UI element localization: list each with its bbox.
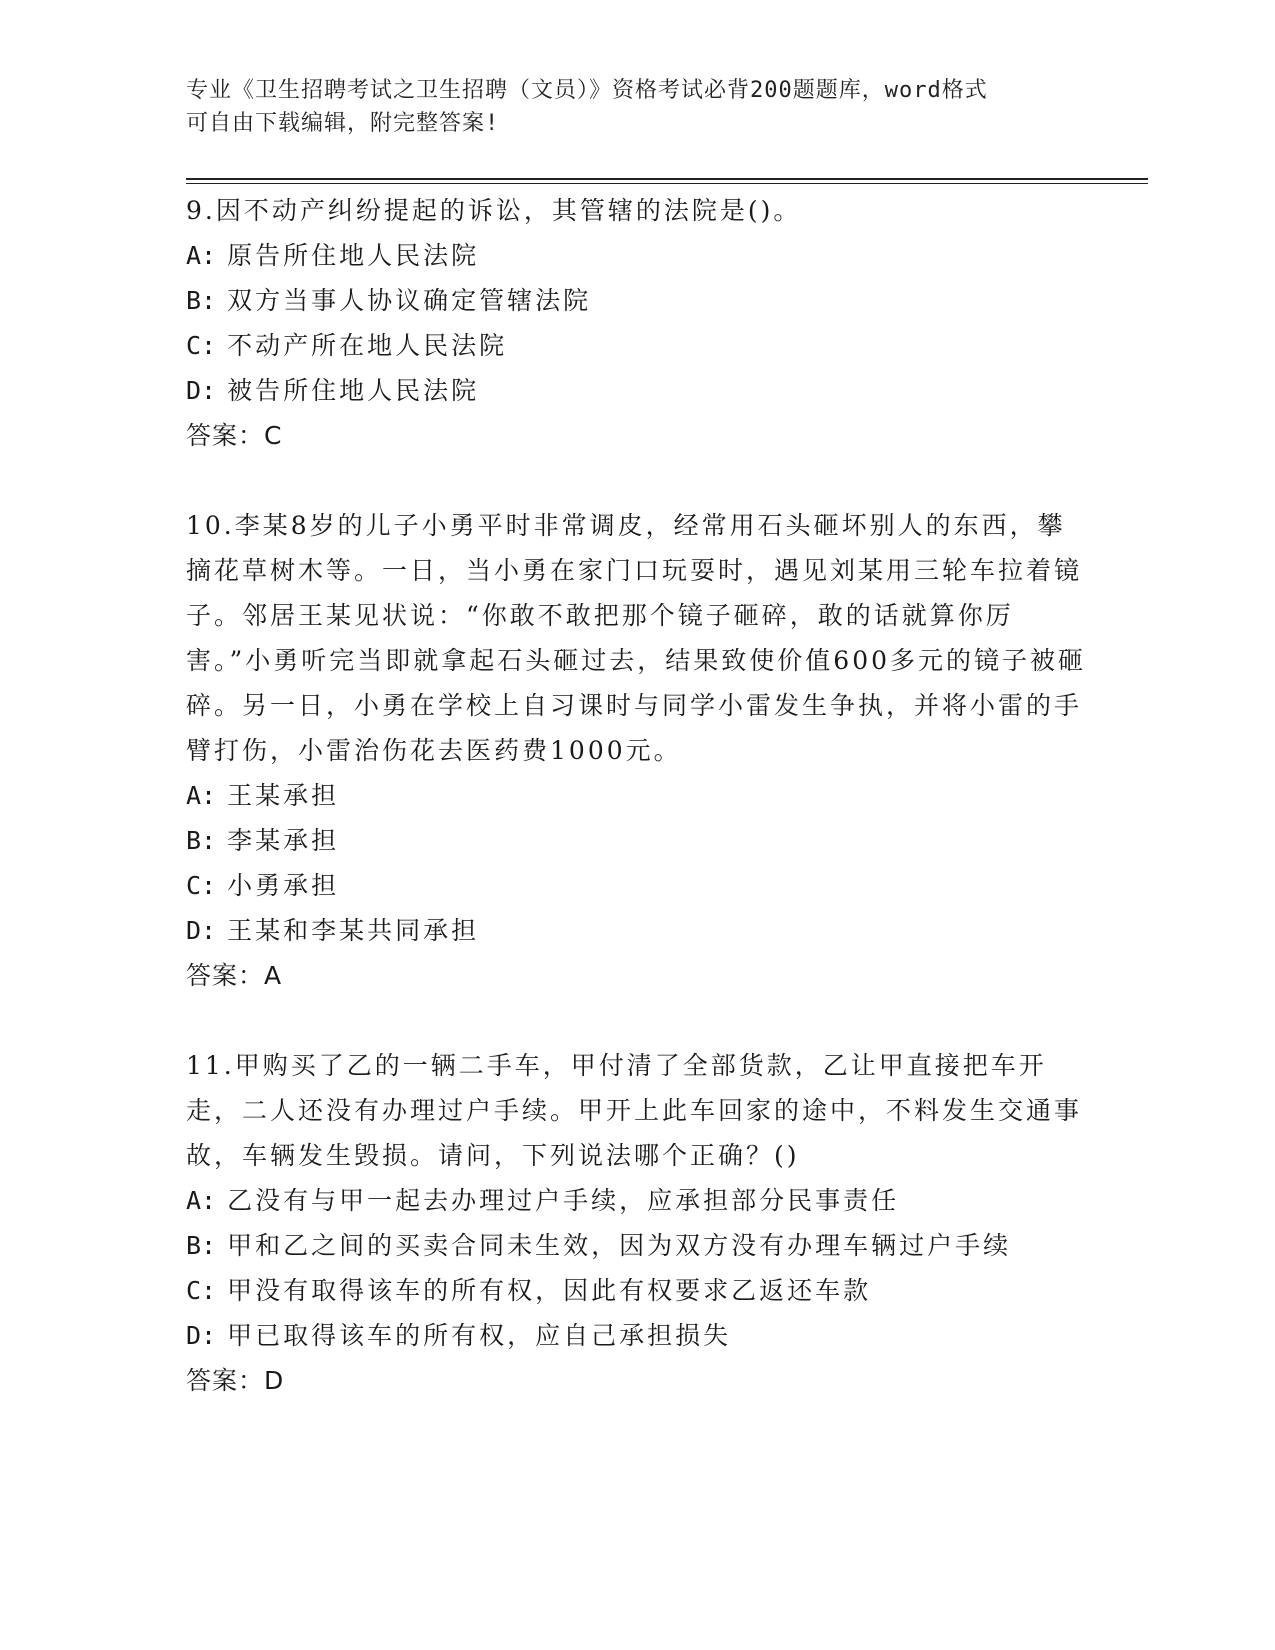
option-b bbox=[186, 1223, 1086, 1268]
question-list bbox=[186, 188, 1086, 1403]
header-divider-thick bbox=[186, 178, 1148, 180]
option-text: 不动产所在地人民法院 bbox=[227, 331, 508, 360]
question-stem: 11.甲购买了乙的一辆二手车，甲付清了全部货款，乙让甲直接把车开走，二人还没有办理过户手续。甲开上此车回家的途中，不料发生交通事故，车辆发生毁损。请问，下列说法哪个正确？() bbox=[186, 1051, 1083, 1170]
option-d bbox=[186, 908, 1086, 953]
option-b bbox=[186, 818, 1086, 863]
option-text: 李某承担 bbox=[227, 826, 340, 855]
option-c bbox=[186, 863, 1086, 908]
option-key: B: bbox=[186, 286, 217, 315]
option-key: B: bbox=[186, 826, 217, 855]
header-line-1: 专业《卫生招聘考试之卫生招聘（文员）》资格考试必背200题题库，word格式 bbox=[186, 78, 988, 103]
answer-line: 答案：D bbox=[186, 1366, 285, 1395]
option-text: 双方当事人协议确定管辖法院 bbox=[227, 286, 592, 315]
answer-line: 答案：C bbox=[186, 421, 283, 450]
option-text: 甲已取得该车的所有权，应自己承担损失 bbox=[227, 1321, 732, 1350]
question-stem: 10.李某8岁的儿子小勇平时非常调皮，经常用石头砸坏别人的东西，攀摘花草树木等。一日，当小勇在家门口玩耍时，遇见刘某用三轮车拉着镜子。邻居王某见状说：“你敢不敢把那个镜子砸碎，敢的话就算你厉害。”小勇听完当即就拿起石头砸过去，结果致使价值600多元的镜子被砸碎。另一日，小勇在学校上自习课时与同学小雷发生争执，并将小雷的手臂打伤，小雷治伤花去医药费1000元。 bbox=[186, 511, 1087, 765]
spacer bbox=[186, 998, 1086, 1043]
question-11 bbox=[186, 1043, 1086, 1403]
option-key: A: bbox=[186, 1186, 217, 1215]
option-key: D: bbox=[186, 916, 217, 945]
page-header bbox=[186, 74, 1066, 140]
option-key: C: bbox=[186, 331, 217, 360]
question-10 bbox=[186, 503, 1086, 998]
option-d bbox=[186, 1313, 1086, 1358]
option-text: 甲没有取得该车的所有权，因此有权要求乙返还车款 bbox=[227, 1276, 872, 1305]
option-key: D: bbox=[186, 376, 217, 405]
option-key: D: bbox=[186, 1321, 217, 1350]
option-a bbox=[186, 773, 1086, 818]
option-text: 小勇承担 bbox=[227, 871, 340, 900]
option-a bbox=[186, 1178, 1086, 1223]
option-text: 被告所住地人民法院 bbox=[227, 376, 480, 405]
question-stem: 9.因不动产纠纷提起的诉讼，其管辖的法院是()。 bbox=[186, 196, 802, 225]
answer-line: 答案：A bbox=[186, 961, 283, 990]
option-c bbox=[186, 323, 1086, 368]
option-d bbox=[186, 368, 1086, 413]
option-text: 甲和乙之间的买卖合同未生效，因为双方没有办理车辆过户手续 bbox=[227, 1231, 1012, 1260]
option-key: C: bbox=[186, 871, 217, 900]
option-key: A: bbox=[186, 241, 217, 270]
spacer bbox=[186, 458, 1086, 503]
option-text: 王某承担 bbox=[227, 781, 340, 810]
header-line-2: 可自由下载编辑，附完整答案! bbox=[186, 111, 500, 136]
question-9 bbox=[186, 188, 1086, 458]
option-c bbox=[186, 1268, 1086, 1313]
option-key: B: bbox=[186, 1231, 217, 1260]
option-text: 原告所住地人民法院 bbox=[227, 241, 480, 270]
option-b bbox=[186, 278, 1086, 323]
header-divider-thin bbox=[186, 183, 1148, 184]
option-text: 乙没有与甲一起去办理过户手续，应承担部分民事责任 bbox=[227, 1186, 900, 1215]
option-text: 王某和李某共同承担 bbox=[227, 916, 480, 945]
option-key: C: bbox=[186, 1276, 217, 1305]
option-a bbox=[186, 233, 1086, 278]
option-key: A: bbox=[186, 781, 217, 810]
